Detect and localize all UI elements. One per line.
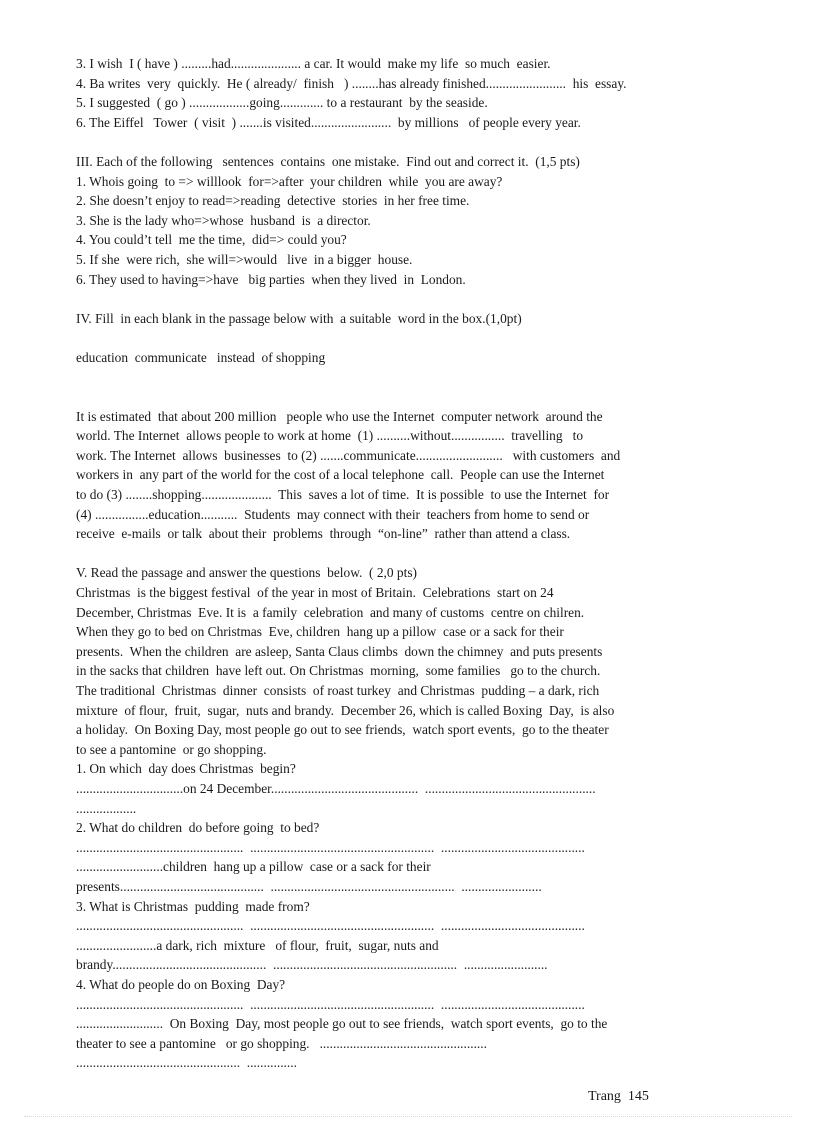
passage-line: Christmas is the biggest festival of the year in most of Britain. Celebrations start on 24 [76,585,554,601]
question-text: 2. What do children do before going to bed? [76,820,320,836]
exercise-item: 6. The Eiffel Tower ( visit ) .......is visited........................ by millions of people every year. [76,114,581,130]
passage-line: December, Christmas Eve. It is a family celebration and many of customs centre on chilren. [76,604,585,620]
passage-line: to do (3) ........shopping..................... This saves a lot of time. It is possible to use the Internet for [76,487,610,503]
section-heading: IV. Fill in each blank in the passage below with a suitable word in the box.(1,0pt) [76,310,522,326]
passage-line: (4) ................education........... Students may connect with their teachers from home to send or [76,506,590,522]
page-number: Trang 145 [588,1089,649,1104]
section-error-correction [76,152,716,289]
answer-line: ........................a dark, rich mixture of flour, fruit, sugar, nuts and [76,937,439,953]
exercise-item: 5. If she were rich, she will=>would live in a bigger house. [76,251,413,267]
worksheet-page [76,54,716,1073]
answer-line: theater to see a pantomine or go shopping. .................................................. [76,1035,487,1051]
question-1 [76,759,716,818]
answer-line: brandy.............................................. ....................................................... ......................... [76,957,548,973]
section-reading [76,563,716,1072]
passage-line: It is estimated that about 200 million people who use the Internet computer network around the [76,408,603,424]
answer-line: presents........................................... ....................................................... ........................ [76,878,542,894]
passage-line: The traditional Christmas dinner consists of roast turkey and Christmas pudding – a dark, rich [76,683,600,698]
passage-line: When they go to bed on Christmas Eve, children hang up a pillow case or a sack for their [76,624,564,640]
question-3 [76,897,716,975]
exercise-item: 5. I suggested ( go ) ..................going............. to a restaurant by the seaside. [76,95,488,111]
passage-line: receive e-mails or talk about their problems through “on-line” rather than attend a class. [76,526,571,542]
answer-line: .......................... On Boxing Day, most people go out to see friends, watch sport events, go to the [76,1016,608,1032]
exercise-item: 6. They used to having=>have big parties when they lived in London. [76,271,466,287]
answer-line: .................................................. ....................................................... ........................................... [76,918,585,934]
question-2 [76,818,716,896]
passage-line: in the sacks that children have left out. On Christmas morning, some families go to the church. [76,663,601,679]
answer-line: ................................................. ............... [76,1055,297,1071]
exercise-item: 2. She doesn’t enjoy to read=>reading detective stories in her free time. [76,193,470,209]
passage-line: a holiday. On Boxing Day, most people go out to see friends, watch sport events, go to the theater [76,722,609,738]
page-bottom-divider [24,1116,792,1117]
question-text: 1. On which day does Christmas begin? [76,761,296,777]
answer-line: .................................................. ....................................................... ........................................... [76,839,585,855]
passage-line: world. The Internet allows people to work at home (1) ..........without................ travelling to [76,428,584,444]
section-heading: III. Each of the following sentences contains one mistake. Find out and correct it. (1,5 pts) [76,153,580,169]
word-box: education communicate instead of shopping [76,349,326,365]
section-fill-in-blanks [76,309,716,544]
passage-line: work. The Internet allows businesses to (2) .......communicate.......................... with customers and [76,447,621,463]
exercise-item: 1. Whois going to => willlook for=>after your children while you are away? [76,173,503,189]
question-4 [76,975,716,1073]
answer-line: ..........................children hang up a pillow case or a sack for their [76,859,431,875]
exercise-item: 4. You could’t tell me the time, did=> could you? [76,232,347,248]
question-text: 3. What is Christmas pudding made from? [76,898,310,914]
passage-line: workers in any part of the world for the cost of a local telephone call. People can use the Internet [76,467,605,483]
section-heading: V. Read the passage and answer the questions below. ( 2,0 pts) [76,565,418,581]
passage-line: mixture of flour, fruit, sugar, nuts and brandy. December 26, which is called Boxing Day, is also [76,702,615,718]
answer-line: ................................on 24 December............................................ ................................................... [76,780,596,796]
answer-line: .................. [76,800,137,816]
answer-line: .................................................. ....................................................... ........................................... [76,996,585,1012]
question-text: 4. What do people do on Boxing Day? [76,976,286,992]
exercise-item: 4. Ba writes very quickly. He ( already/ finish ) ........has already finished........................ his essay. [76,75,627,91]
exercise-item: 3. She is the lady who=>whose husband is a director. [76,212,371,228]
exercise-item: 3. I wish I ( have ) .........had..................... a car. It would make my life so much easier. [76,56,551,71]
passage-line: presents. When the children are asleep, Santa Claus climbs down the chimney and puts presents [76,643,603,659]
exercise-transform-continued [76,54,716,132]
passage-line: to see a pantomine or go shopping. [76,741,267,757]
